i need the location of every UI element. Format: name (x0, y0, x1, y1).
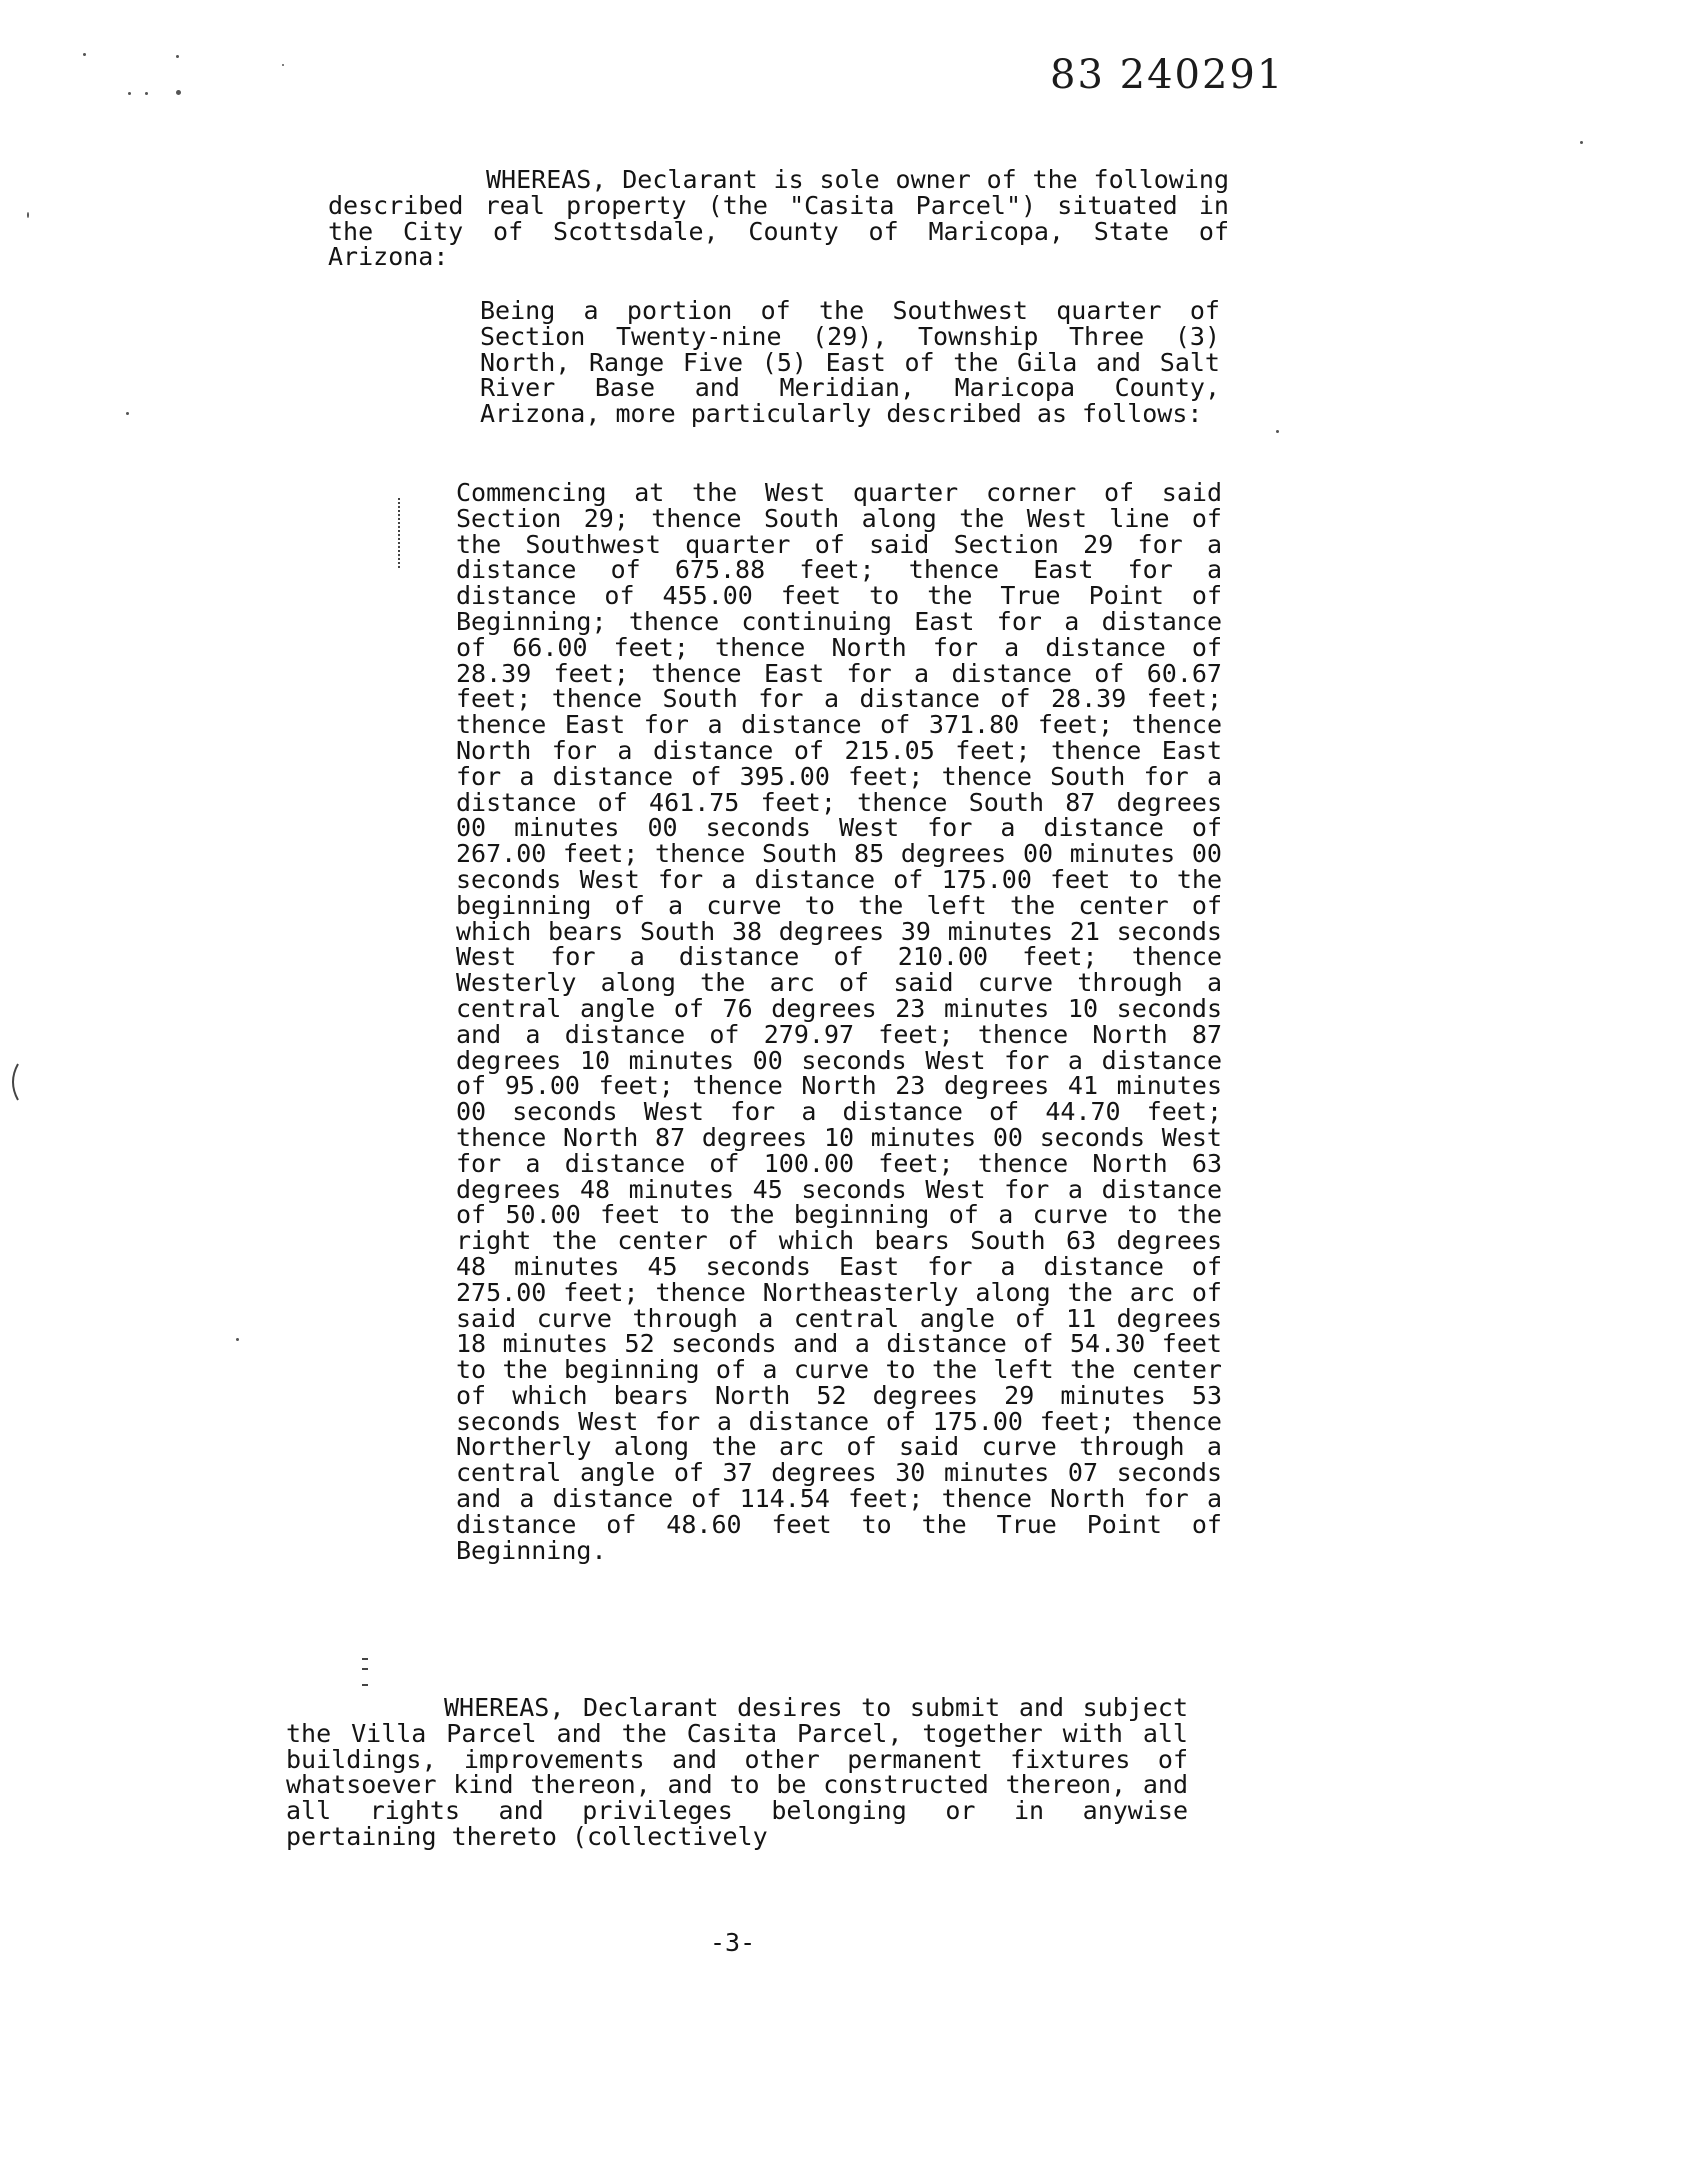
scan-speck (176, 90, 181, 95)
paragraph-submission-whereas: WHEREAS, Declarant desires to submit and subject the Villa Parcel and the Casita Parcel, together with all buildings, improvements and other permanent fixtures of whatsoever kind thereon, and to be constructed thereon, and all rights and privileges belonging or in anywise pertaining thereto (collectively (286, 1693, 1188, 1851)
scan-speck (236, 1338, 239, 1341)
margin-tick-marks (362, 1658, 368, 1686)
page-number: -3- (710, 1928, 756, 1957)
paragraph-metes-and-bounds: Commencing at the West quarter corner of said Section 29; thence South along the West line of the Southwest quarter of said Section 29 for a distance of 675.88 feet; thence East for a distance of 455.00 feet to the True Point of Beginning; thence continuing East for a distance of 66.00 feet; thence North for a distance of 28.39 feet; thence East for a distance of 60.67 feet; thence South for a distance of 28.39 feet; thence East for a distance of 371.80 feet; thence North for a distance of 215.05 feet; thence East for a distance of 395.00 feet; thence South for a distance of 461.75 feet; thence South 87 degrees 00 minutes 00 seconds West for a distance of 267.00 feet; thence South 85 degrees 00 minutes 00 seconds West for a distance of 175.00 feet to the beginning of a curve to the left the center of which bears South 38 degrees 39 minutes 21 seconds West for a distance of 210.00 feet; thence Westerly along the arc of said curve through a central angle of 76 degrees 23 minutes 10 seconds and a distance of 279.97 feet; thence North 87 degrees 10 minutes 00 seconds West for a distance of 95.00 feet; thence North 23 degrees 41 minutes 00 seconds West for a distance of 44.70 feet; thence North 87 degrees 10 minutes 00 seconds West for a distance of 100.00 feet; thence North 63 degrees 48 minutes 45 seconds West for a distance of 50.00 feet to the beginning of a curve to the right the center of which bears South 63 degrees 48 minutes 45 seconds East for a distance of 275.00 feet; thence Northeasterly along the arc of said curve through a central angle of 11 degrees 18 minutes 52 seconds and a distance of 54.30 feet to the beginning of a curve to the left the center of which bears North 52 degrees 29 minutes 53 seconds West for a distance of 175.00 feet; thence Northerly along the arc of said curve through a central angle of 37 degrees 30 minutes 07 seconds and a distance of 114.54 feet; thence North for a distance of 48.60 feet to the True Point of Beginning. (456, 478, 1222, 1565)
scan-speck (83, 53, 86, 56)
margin-tick-marks (398, 498, 404, 568)
scan-speck (1276, 430, 1279, 433)
scan-speck (126, 412, 129, 415)
paragraph-casita-parcel-intro: WHEREAS, Declarant is sole owner of the following described real property (the "Casita Parcel") situated in the City of Scottsdale, County of Maricopa, State of Arizona: (328, 165, 1229, 272)
scan-speck (176, 55, 179, 58)
scan-speck (27, 212, 29, 218)
document-number: 83 240291 (1050, 52, 1285, 98)
scan-speck (128, 92, 131, 95)
scan-speck (145, 92, 148, 95)
margin-bracket-mark (6, 1062, 20, 1102)
scan-speck (1580, 141, 1583, 144)
paragraph-section-description: Being a portion of the Southwest quarter of Section Twenty-nine (29), Township Three (3) North, Range Five (5) East of the Gila and Salt River Base and Meridian, Maricopa County, Arizona, more particularly described as follows: (480, 296, 1220, 429)
scan-speck (282, 64, 284, 66)
